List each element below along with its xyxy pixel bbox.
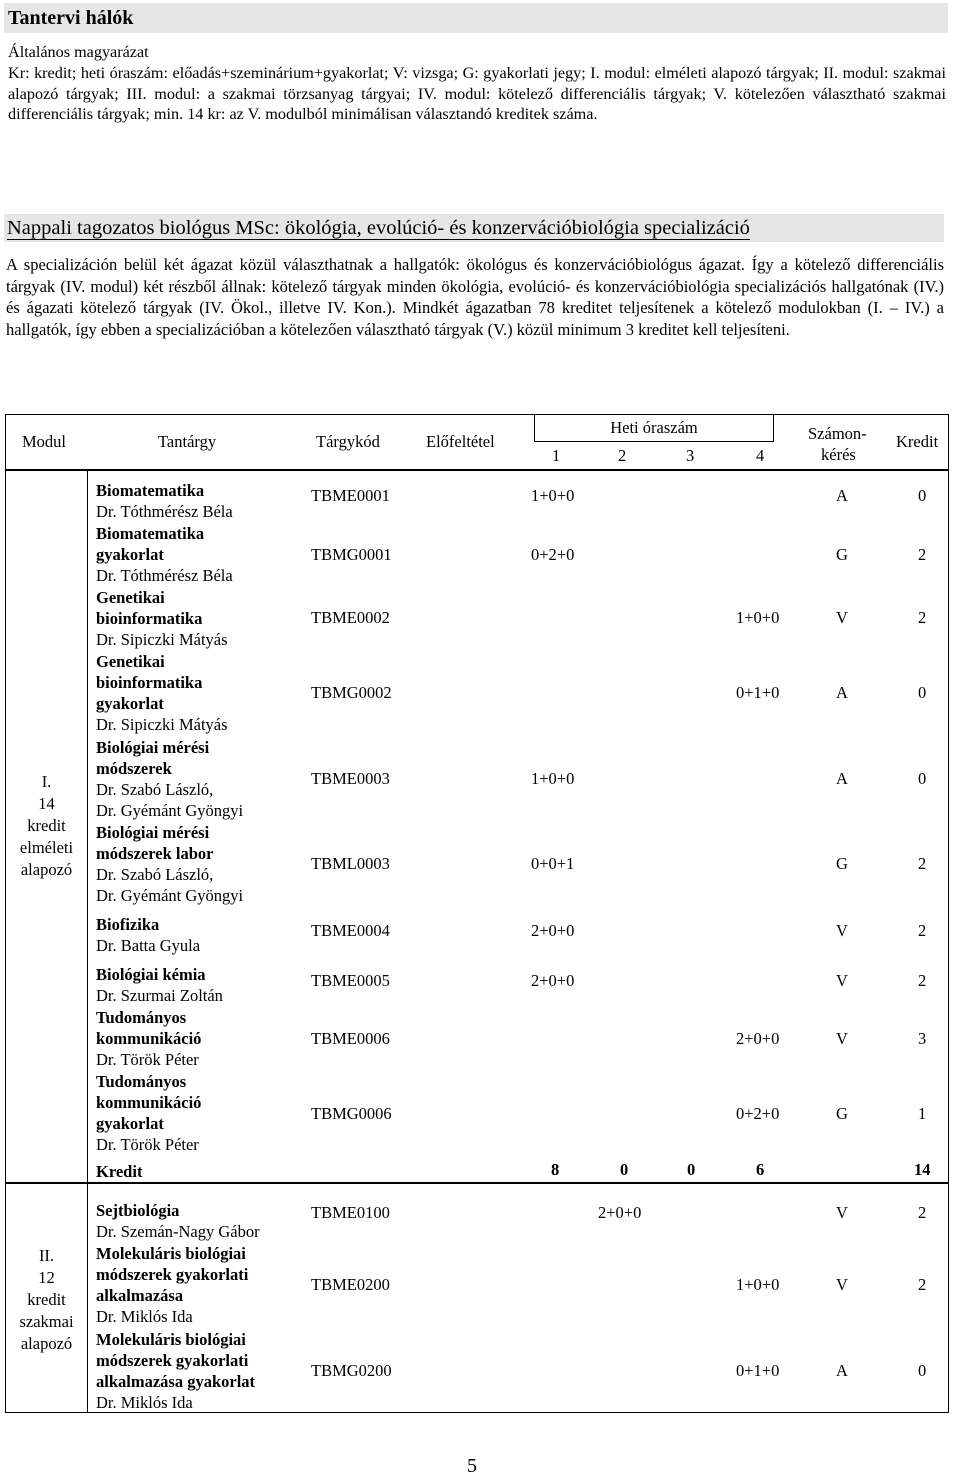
subject-name: módszerek [96, 759, 172, 778]
subject-teacher: Dr. Tóthmérész Béla [96, 566, 233, 585]
credit-value: 2 [918, 921, 927, 940]
total-sem-3: 0 [687, 1160, 696, 1179]
subject-code: TBME0002 [311, 608, 390, 627]
credit-value: 1 [918, 1104, 927, 1123]
subject-name: Tudományos [96, 1072, 187, 1091]
subject-cell [96, 822, 306, 906]
subject-teacher: Dr. Török Péter [96, 1050, 199, 1069]
subject-teacher: Dr. Sipiczki Mátyás [96, 715, 228, 734]
module-1-label-line: 14 [38, 794, 55, 813]
subject-name: alkalmazása gyakorlat [96, 1372, 256, 1391]
weekly-hours: 0+0+1 [531, 854, 575, 873]
subject-code: TBME0004 [311, 921, 390, 940]
credit-value: 2 [918, 854, 927, 873]
total-credit: 14 [914, 1160, 931, 1179]
header-targykod: Tárgykód [316, 432, 380, 451]
weekly-hours: 2+0+0 [736, 1029, 780, 1048]
subject-cell [96, 1329, 306, 1413]
header-szamonkeres-line1: Számon- [808, 424, 867, 443]
subject-code: TBME0001 [311, 486, 390, 505]
module-2-label-line: alapozó [20, 1334, 73, 1353]
header-heti-oraszam: Heti óraszám [534, 414, 774, 442]
subject-code: TBMG0001 [311, 545, 392, 564]
exam-type: V [836, 1275, 848, 1294]
subject-teacher: Dr. Szurmai Zoltán [96, 986, 223, 1005]
exam-type: V [836, 1029, 848, 1048]
credit-value: 3 [918, 1029, 927, 1048]
module-2-label-line: szakmai [19, 1312, 74, 1331]
subject-name: kommunikáció [96, 1093, 202, 1112]
total-sem-1: 8 [551, 1160, 560, 1179]
subject-code: TBMG0002 [311, 683, 392, 702]
subject-teacher: Dr. Batta Gyula [96, 936, 201, 955]
subject-name: Biomatematika [96, 524, 205, 543]
subject-name: Biológiai mérési [96, 738, 210, 757]
header-sem-4: 4 [756, 446, 765, 465]
subject-cell [96, 964, 306, 1006]
exam-type: V [836, 1203, 848, 1222]
weekly-hours: 0+2+0 [531, 545, 575, 564]
header-kredit: Kredit [896, 432, 939, 451]
subject-teacher: Dr. Tóthmérész Béla [96, 502, 233, 521]
exam-type: A [836, 769, 848, 788]
specialization-text: A specializáción belül két ágazat közül választhatnak a hallgatók: ökológus és konzervációbiológus ágazat. Így a kötelező differenciális tárgyak (IV. modul) két részből állnak: kötelező tárgyak minden ökológia, evolúció- és konzervációbiológia specializációs hallgatónak (IV.) és ágazati kötelező tárgyak (IV. Ökol., illetve IV. Kon.). Mindkét ágazatban 78 kreditet teljesítenek a kötelező modulokban (I. – IV.) a hallgatók, így ebben a specializációban a kötelezően választható tárgyak (V.) közül minimum 3 kreditet kell teljesíteni. [6, 255, 944, 339]
subject-teacher: Dr. Gyémánt Gyöngyi [96, 886, 244, 905]
subject-code: TBML0003 [311, 854, 390, 873]
section-title [4, 214, 944, 242]
subject-name: gyakorlat [96, 694, 164, 713]
subject-code: TBME0100 [311, 1203, 390, 1222]
weekly-hours: 1+0+0 [736, 1275, 780, 1294]
subject-code: TBME0005 [311, 971, 390, 990]
subject-teacher: Dr. Szabó László, [96, 780, 214, 799]
subject-name: Biofizika [96, 915, 160, 934]
exam-type: G [836, 854, 848, 873]
subject-teacher: Dr. Török Péter [96, 1135, 199, 1154]
exam-type: A [836, 1361, 848, 1380]
page-title: Tantervi hálók [4, 3, 948, 33]
credit-value: 2 [918, 1203, 927, 1222]
subject-name: módszerek gyakorlati [96, 1265, 249, 1284]
header-elofeltetel: Előfeltétel [426, 432, 495, 451]
subject-teacher: Dr. Sipiczki Mátyás [96, 630, 228, 649]
subject-name: Sejtbiológia [96, 1201, 180, 1220]
exam-type: G [836, 545, 848, 564]
subject-cell [96, 1071, 306, 1155]
subject-cell [96, 914, 306, 956]
subject-code: TBMG0006 [311, 1104, 392, 1123]
page-number: 5 [467, 1455, 477, 1477]
subject-teacher: Dr. Szemán-Nagy Gábor [96, 1222, 260, 1241]
intro-heading: Általános magyarázat [8, 43, 149, 61]
credit-value: 0 [918, 1361, 927, 1380]
subject-code: TBME0003 [311, 769, 390, 788]
weekly-hours: 1+0+0 [736, 608, 780, 627]
credit-value: 2 [918, 608, 927, 627]
module-2-label [5, 1245, 88, 1355]
module-1-label [5, 771, 88, 881]
header-sem-3: 3 [686, 446, 695, 465]
credit-value: 2 [918, 971, 927, 990]
subject-cell [96, 1007, 306, 1070]
header-sem-2: 2 [618, 446, 627, 465]
weekly-hours: 0+1+0 [736, 1361, 780, 1380]
subject-code: TBME0006 [311, 1029, 390, 1048]
exam-type: V [836, 608, 848, 627]
subject-name: módszerek gyakorlati [96, 1351, 249, 1370]
subject-name: módszerek labor [96, 844, 214, 863]
credit-value: 0 [918, 769, 927, 788]
total-sem-2: 0 [620, 1160, 629, 1179]
weekly-hours: 1+0+0 [531, 486, 575, 505]
subject-cell [96, 737, 306, 821]
module-2-label-line: 12 [38, 1268, 55, 1287]
exam-type: V [836, 971, 848, 990]
exam-type: A [836, 486, 848, 505]
total-label: Kredit [96, 1162, 143, 1181]
subject-cell [96, 587, 306, 650]
subject-code: TBME0200 [311, 1275, 390, 1294]
subject-teacher: Dr. Miklós Ida [96, 1393, 193, 1412]
subject-name: Molekuláris biológiai [96, 1330, 246, 1349]
module-1-label-line: kredit [27, 816, 66, 835]
subject-cell [96, 651, 306, 735]
subject-name: gyakorlat [96, 1114, 164, 1133]
subject-name: Genetikai [96, 652, 165, 671]
header-sem-1: 1 [552, 446, 561, 465]
total-sem-4: 6 [756, 1160, 765, 1179]
subject-name: Biológiai mérési [96, 823, 210, 842]
subject-teacher: Dr. Gyémánt Gyöngyi [96, 801, 244, 820]
subject-cell [96, 1243, 306, 1327]
subject-name: Genetikai [96, 588, 165, 607]
exam-type: V [836, 921, 848, 940]
header-szamonkeres-line2: kérés [821, 445, 856, 464]
credit-value: 0 [918, 683, 927, 702]
subject-teacher: Dr. Szabó László, [96, 865, 214, 884]
credit-value: 0 [918, 486, 927, 505]
credit-value: 2 [918, 545, 927, 564]
header-tantargy: Tantárgy [158, 432, 217, 451]
subject-cell [96, 1200, 306, 1242]
weekly-hours: 1+0+0 [531, 769, 575, 788]
subject-name: kommunikáció [96, 1029, 202, 1048]
subject-name: bioinformatika [96, 673, 203, 692]
section-title-text: Nappali tagozatos biológus MSc: ökológia, evolúció- és konzervációbiológia specializáció [7, 217, 750, 239]
weekly-hours: 2+0+0 [598, 1203, 642, 1222]
header-modul: Modul [22, 432, 67, 451]
weekly-hours: 0+1+0 [736, 683, 780, 702]
weekly-hours: 2+0+0 [531, 971, 575, 990]
exam-type: A [836, 683, 848, 702]
subject-cell [96, 480, 306, 522]
weekly-hours: 0+2+0 [736, 1104, 780, 1123]
intro-section [8, 42, 946, 125]
module-1-label-line: alapozó [20, 860, 73, 879]
module-1-label-line: elméleti [19, 838, 74, 857]
subject-teacher: Dr. Miklós Ida [96, 1307, 193, 1326]
module-2-label-line: II. [38, 1246, 55, 1265]
weekly-hours: 2+0+0 [531, 921, 575, 940]
subject-name: gyakorlat [96, 545, 164, 564]
subject-name: bioinformatika [96, 609, 203, 628]
module-1-label-line: I. [41, 772, 52, 791]
exam-type: G [836, 1104, 848, 1123]
subject-name: Biomatematika [96, 481, 205, 500]
intro-text: Kr: kredit; heti óraszám: előadás+szeminárium+gyakorlat; V: vizsga; G: gyakorlati jegy; I. modul: elméleti alapozó tárgyak; II. modul: szakmai alapozó tárgyak; III. modul: a szakmai törzsanyag tárgyai; IV. modul: kötelező differenciális tárgyak; V. kötelezően választható szakmai differenciális tárgyak; min. 14 kr: az V. modulból minimálisan választandó kreditek száma. [8, 63, 946, 124]
subject-name: alkalmazása [96, 1286, 184, 1305]
credit-value: 2 [918, 1275, 927, 1294]
subject-code: TBMG0200 [311, 1361, 392, 1380]
subject-name: Molekuláris biológiai [96, 1244, 246, 1263]
module-2-label-line: kredit [27, 1290, 66, 1309]
subject-cell [96, 523, 306, 586]
subject-name: Biológiai kémia [96, 965, 206, 984]
subject-name: Tudományos [96, 1008, 187, 1027]
